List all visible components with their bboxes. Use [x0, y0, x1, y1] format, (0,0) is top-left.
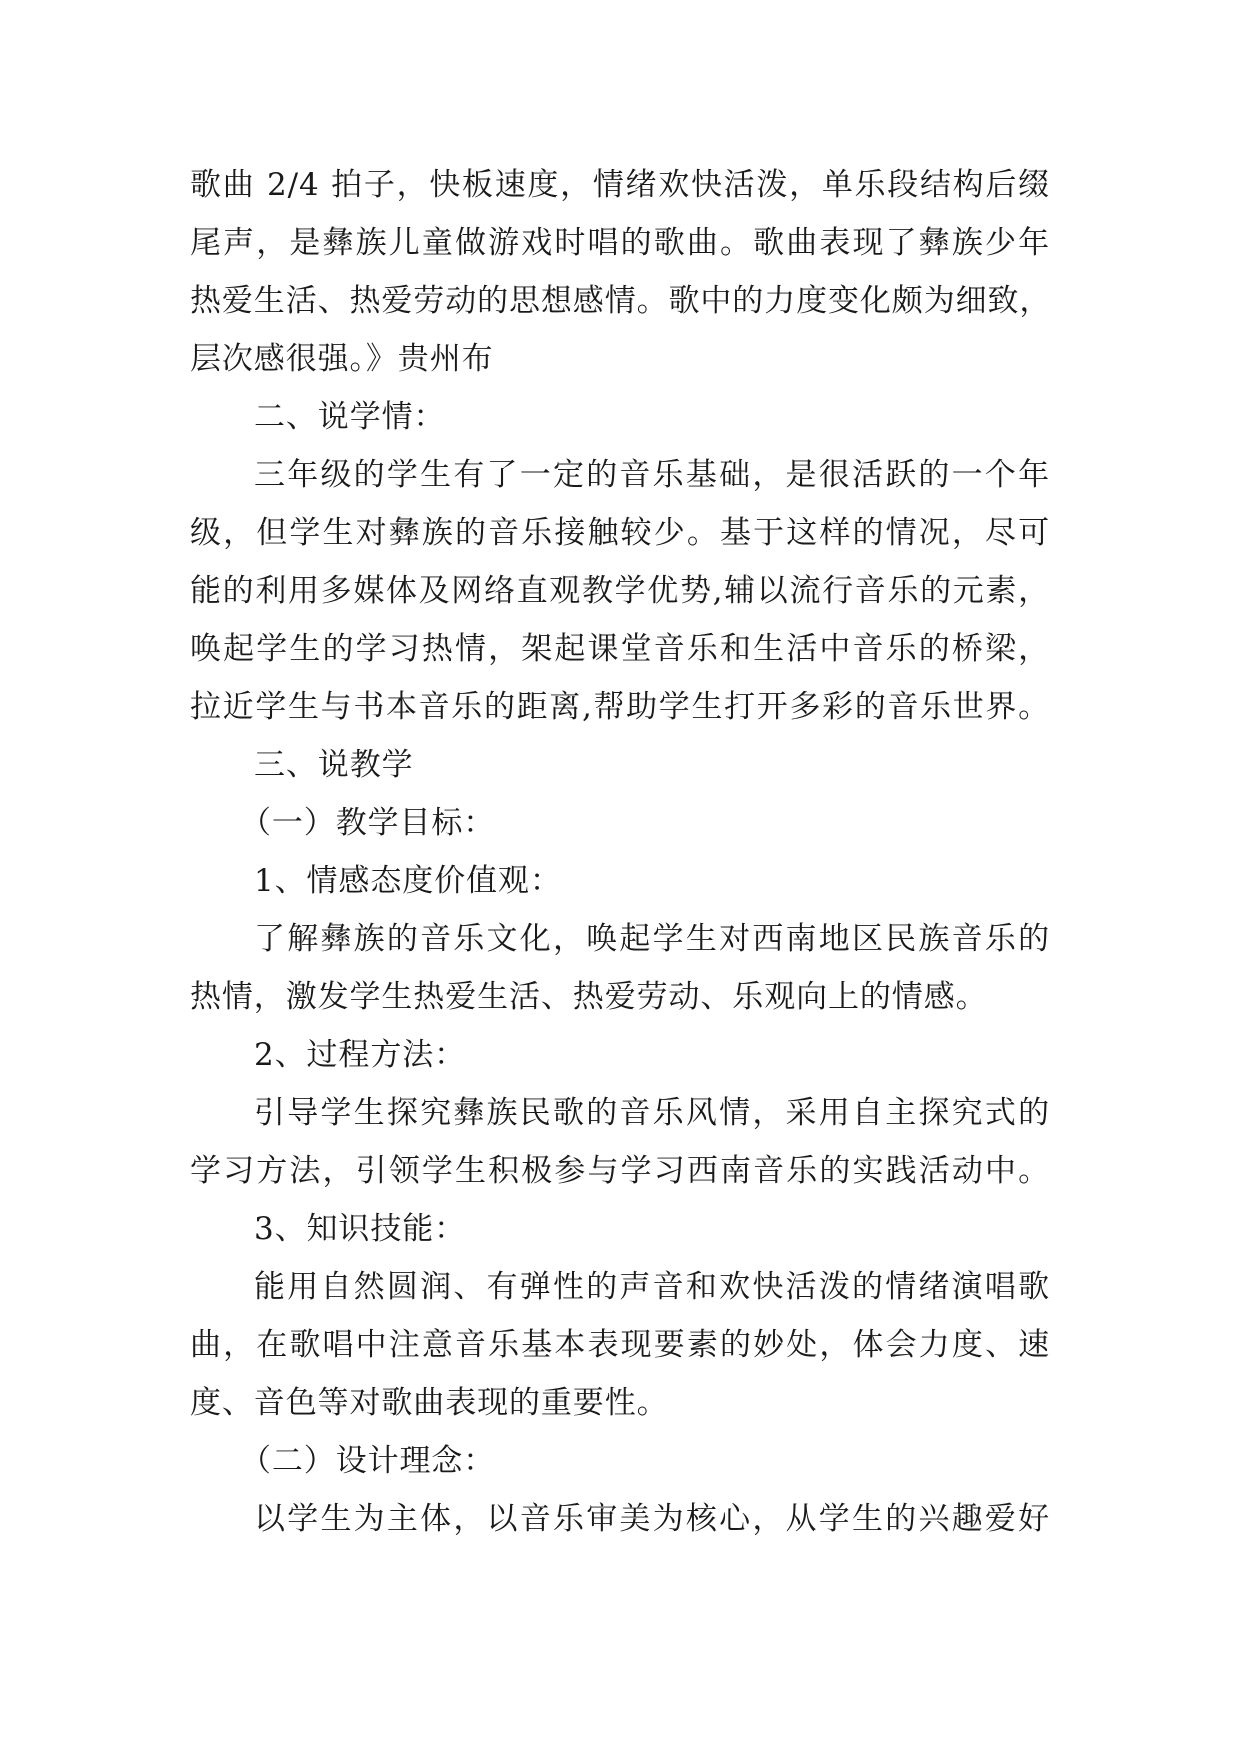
- paragraph-line: 能的利用多媒体及网络直观教学优势,辅以流行音乐的元素，: [190, 573, 1050, 609]
- paragraph-line: 学习方法，引领学生积极参与学习西南音乐的实践活动中。: [190, 1153, 1050, 1189]
- paragraph-line: 拉近学生与书本音乐的距离,帮助学生打开多彩的音乐世界。: [190, 689, 1050, 725]
- document-body: [190, 156, 1050, 1548]
- item-heading: 1、情感态度价值观：: [254, 863, 562, 899]
- paragraph-line: 以学生为主体，以音乐审美为核心，从学生的兴趣爱好: [254, 1501, 1050, 1537]
- paragraph-line: 热情，激发学生热爱生活、热爱劳动、乐观向上的情感。: [190, 979, 988, 1015]
- paragraph-line: 尾声，是彝族儿童做游戏时唱的歌曲。歌曲表现了彝族少年: [190, 225, 1050, 261]
- paragraph-line: 级，但学生对彝族的音乐接触较少。基于这样的情况，尽可: [190, 515, 1050, 551]
- paragraph-line: 引导学生探究彝族民歌的音乐风情，采用自主探究式的: [254, 1095, 1050, 1131]
- paragraph-line: 能用自然圆润、有弹性的声音和欢快活泼的情绪演唱歌: [254, 1269, 1050, 1305]
- paragraph-line: 热爱生活、热爱劳动的思想感情。歌中的力度变化颇为细致，: [190, 283, 1052, 319]
- paragraph-line: 唤起学生的学习热情，架起课堂音乐和生活中音乐的桥梁，: [190, 631, 1050, 667]
- paragraph-line: 三年级的学生有了一定的音乐基础，是很活跃的一个年: [254, 457, 1050, 493]
- item-heading: 2、过程方法：: [254, 1037, 467, 1073]
- subsection-heading: （二）设计理念：: [240, 1443, 496, 1479]
- section-heading: 三、说教学: [254, 747, 414, 783]
- paragraph-line: 层次感很强。》贵州布: [190, 341, 494, 377]
- section-heading: 二、说学情：: [254, 399, 446, 435]
- paragraph-line: 歌曲 2/4 拍子，快板速度，情绪欢快活泼，单乐段结构后缀: [190, 167, 1050, 203]
- paragraph-line: 度、音色等对歌曲表现的重要性。: [190, 1385, 669, 1421]
- subsection-heading: （一）教学目标：: [240, 805, 496, 841]
- paragraph-line: 了解彝族的音乐文化，唤起学生对西南地区民族音乐的: [254, 921, 1050, 957]
- paragraph-line: 曲，在歌唱中注意音乐基本表现要素的妙处，体会力度、速: [190, 1327, 1050, 1363]
- item-heading: 3、知识技能：: [254, 1211, 467, 1247]
